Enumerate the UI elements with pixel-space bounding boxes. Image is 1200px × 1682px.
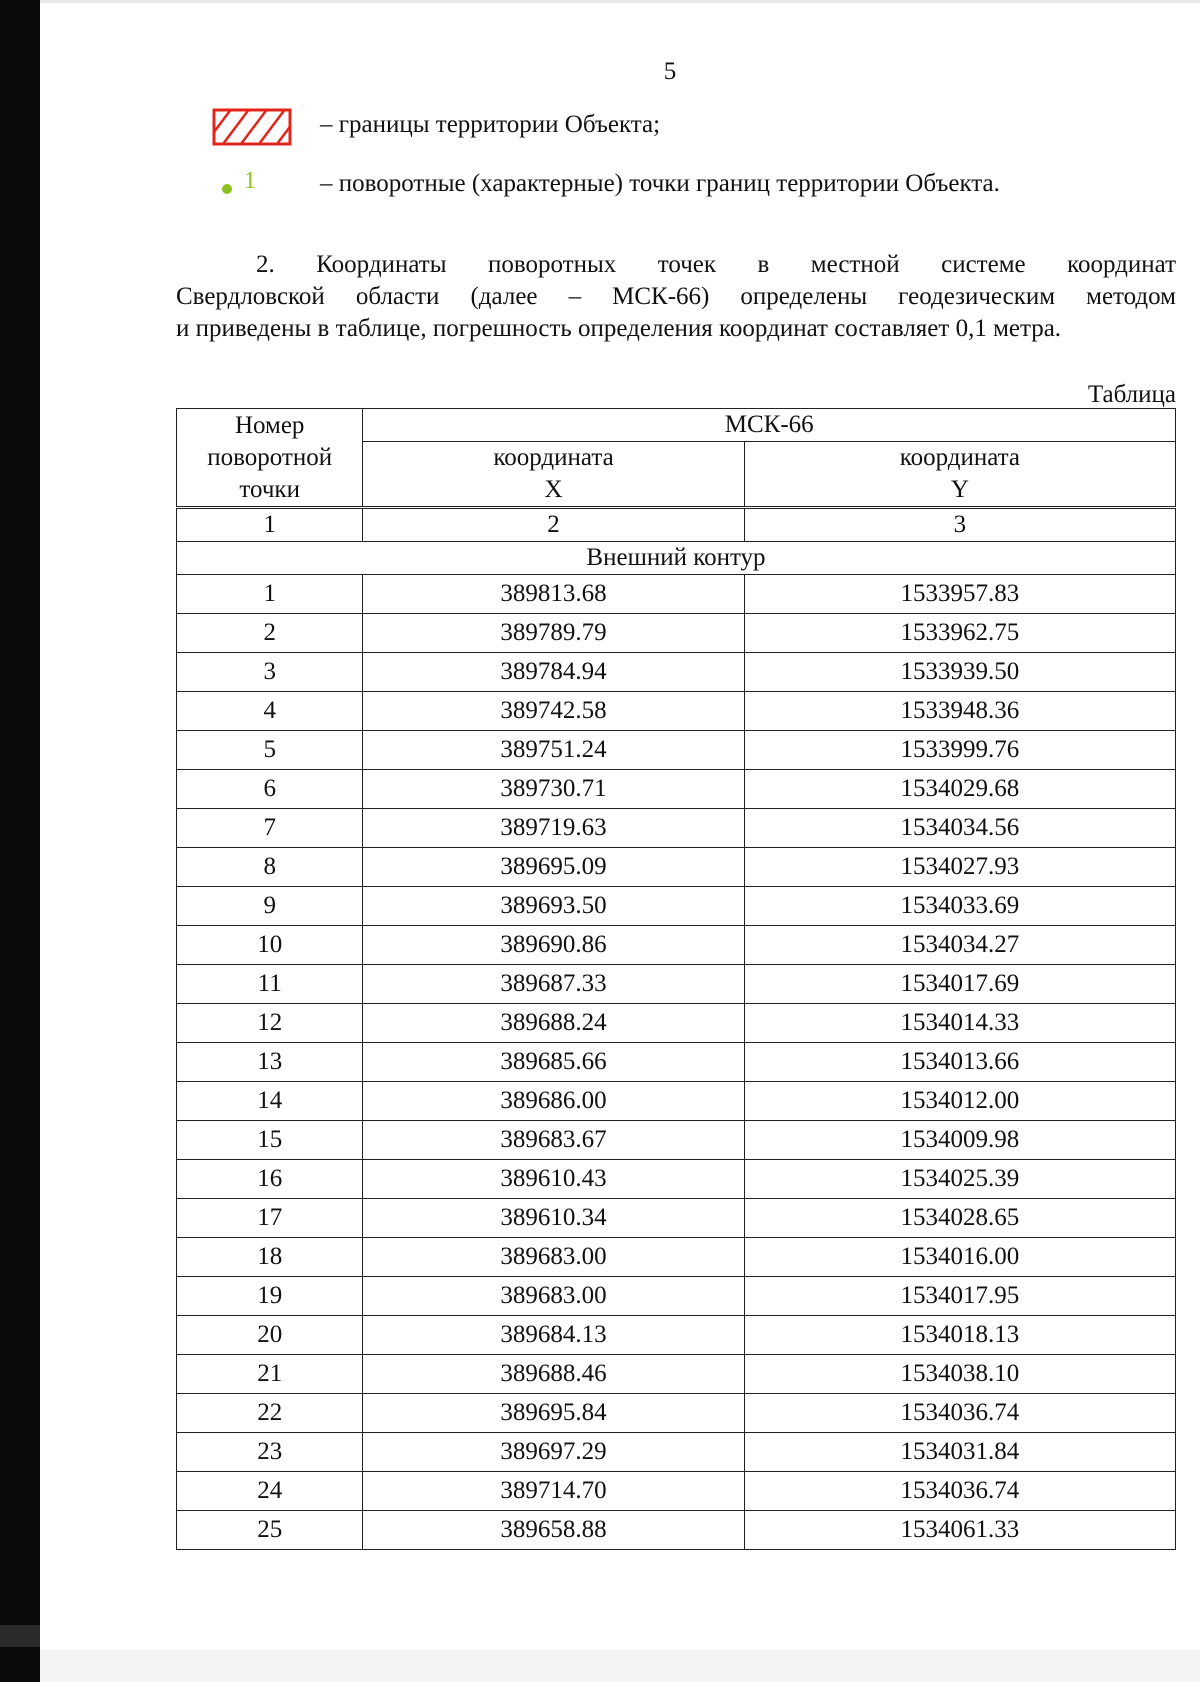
coordinate-y-cell: 1533957.83 [744,575,1175,614]
paragraph-line: 2. Координаты поворотных точек в местной системе координат [256,251,1176,278]
table-row [177,1199,1176,1238]
scan-edge-bottom [40,1650,1200,1682]
coordinate-x-cell: 389697.29 [363,1433,744,1472]
coordinate-y-cell: 1534016.00 [744,1238,1175,1277]
legend-point-label: 1 [244,168,256,194]
coordinate-x-cell: 389751.24 [363,731,744,770]
coordinate-x-cell: 389742.58 [363,692,744,731]
coordinate-x-cell: 389719.63 [363,809,744,848]
coordinate-x-cell: 389685.66 [363,1043,744,1082]
coordinates-table [176,408,1176,1550]
coordinate-y-cell: 1534017.95 [744,1277,1175,1316]
table-row [177,1004,1176,1043]
point-number-cell: 18 [177,1238,363,1277]
coordinate-y-cell: 1534025.39 [744,1160,1175,1199]
page-number: 5 [663,58,677,85]
coordinate-x-cell: 389813.68 [363,575,744,614]
point-number-cell: 24 [177,1472,363,1511]
coordinate-x-cell: 389610.34 [363,1199,744,1238]
paragraph-line: Свердловской области (далее – МСК-66) определены геодезическим методом [176,283,1176,310]
point-number-cell: 12 [177,1004,363,1043]
table-row [177,1121,1176,1160]
coordinate-y-cell: 1533939.50 [744,653,1175,692]
table-row [177,1238,1176,1277]
table-row [177,1043,1176,1082]
coordinate-y-cell: 1534036.74 [744,1472,1175,1511]
coordinate-x-cell: 389695.84 [363,1394,744,1433]
coordinate-y-cell: 1534061.33 [744,1511,1175,1550]
header-y: координата Y [744,442,1175,508]
table-row [177,809,1176,848]
table-row [177,653,1176,692]
coordinate-x-cell: 389695.09 [363,848,744,887]
column-number: 2 [363,508,744,542]
coordinate-y-cell: 1534013.66 [744,1043,1175,1082]
table-row [177,731,1176,770]
table-row [177,1316,1176,1355]
header-coordinate-system: МСК-66 [363,409,1176,442]
scan-edge-top [40,0,1200,3]
point-number-cell: 16 [177,1160,363,1199]
point-marker-icon [222,184,232,194]
coordinate-x-cell: 389688.46 [363,1355,744,1394]
coordinate-x-cell: 389687.33 [363,965,744,1004]
coordinate-y-cell: 1533999.76 [744,731,1175,770]
column-number: 3 [744,508,1175,542]
coordinate-x-cell: 389686.00 [363,1082,744,1121]
coordinate-y-cell: 1534034.27 [744,926,1175,965]
table-row [177,887,1176,926]
coordinate-y-cell: 1534036.74 [744,1394,1175,1433]
header-point-number: Номер поворотной точки [177,409,363,508]
point-number-cell: 3 [177,653,363,692]
table-row [177,1160,1176,1199]
table-row [177,692,1176,731]
point-number-cell: 11 [177,965,363,1004]
table-row [177,1511,1176,1550]
legend-item-points [212,170,1162,210]
legend-item-boundary [212,108,1112,148]
table-row [177,965,1176,1004]
point-number-cell: 22 [177,1394,363,1433]
point-number-cell: 1 [177,575,363,614]
coordinate-x-cell: 389730.71 [363,770,744,809]
paragraph-line: и приведены в таблице, погрешность определения координат составляет 0,1 метра. [176,315,1062,342]
point-number-cell: 13 [177,1043,363,1082]
coordinate-y-cell: 1534038.10 [744,1355,1175,1394]
point-number-cell: 9 [177,887,363,926]
coordinate-y-cell: 1534031.84 [744,1433,1175,1472]
coordinate-x-cell: 389683.67 [363,1121,744,1160]
coordinate-x-cell: 389684.13 [363,1316,744,1355]
coordinate-y-cell: 1534028.65 [744,1199,1175,1238]
coordinate-y-cell: 1534014.33 [744,1004,1175,1043]
column-number: 1 [177,508,363,542]
point-number-cell: 7 [177,809,363,848]
point-number-cell: 20 [177,1316,363,1355]
table-row [177,1472,1176,1511]
point-number-cell: 10 [177,926,363,965]
legend-text-points: – поворотные (характерные) точки границ территории Объекта. [320,170,1000,197]
coordinate-x-cell: 389714.70 [363,1472,744,1511]
coordinate-y-cell: 1533948.36 [744,692,1175,731]
point-number-cell: 6 [177,770,363,809]
table-row [177,1433,1176,1472]
table-row [177,1355,1176,1394]
table-row [177,848,1176,887]
hatched-boundary-icon [212,108,292,146]
coordinate-x-cell: 389610.43 [363,1160,744,1199]
coordinate-x-cell: 389789.79 [363,614,744,653]
table-row [177,1277,1176,1316]
coordinate-y-cell: 1534012.00 [744,1082,1175,1121]
header-x: координата X [363,442,744,508]
point-number-cell: 25 [177,1511,363,1550]
coordinate-y-cell: 1534027.93 [744,848,1175,887]
point-number-cell: 17 [177,1199,363,1238]
table-row [177,575,1176,614]
table-row [177,926,1176,965]
scan-edge-left-gap [0,1625,40,1647]
scan-edge-left [0,0,40,1682]
coordinate-x-cell: 389693.50 [363,887,744,926]
coordinate-x-cell: 389683.00 [363,1277,744,1316]
section-title: Внешний контур [177,542,1176,575]
coordinate-x-cell: 389683.00 [363,1238,744,1277]
coordinate-y-cell: 1534017.69 [744,965,1175,1004]
coordinate-y-cell: 1534018.13 [744,1316,1175,1355]
point-number-cell: 14 [177,1082,363,1121]
coordinate-y-cell: 1534033.69 [744,887,1175,926]
coordinate-y-cell: 1534034.56 [744,809,1175,848]
coordinate-y-cell: 1534009.98 [744,1121,1175,1160]
coordinate-y-cell: 1533962.75 [744,614,1175,653]
table-row [177,1082,1176,1121]
table-row [177,770,1176,809]
table-row [177,614,1176,653]
point-number-cell: 2 [177,614,363,653]
point-number-cell: 5 [177,731,363,770]
coordinate-x-cell: 389658.88 [363,1511,744,1550]
coordinate-y-cell: 1534029.68 [744,770,1175,809]
point-number-cell: 8 [177,848,363,887]
table-caption: Таблица [1087,381,1176,408]
table-row [177,1394,1176,1433]
point-number-cell: 4 [177,692,363,731]
coordinate-x-cell: 389690.86 [363,926,744,965]
coordinate-x-cell: 389784.94 [363,653,744,692]
legend-text-boundary: – границы территории Объекта; [320,111,661,138]
point-number-cell: 21 [177,1355,363,1394]
point-number-cell: 23 [177,1433,363,1472]
coordinates-paragraph [176,249,1176,345]
point-number-cell: 19 [177,1277,363,1316]
point-number-cell: 15 [177,1121,363,1160]
coordinate-x-cell: 389688.24 [363,1004,744,1043]
